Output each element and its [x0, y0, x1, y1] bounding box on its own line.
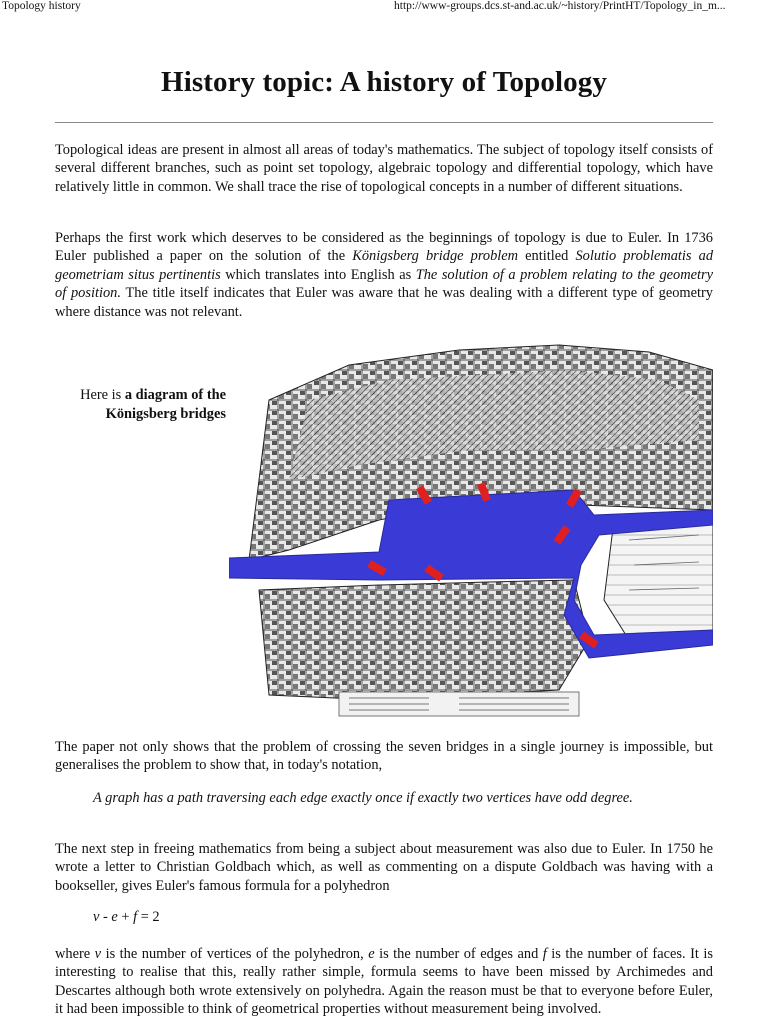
- figure-caption: Here is a diagram of the Königsberg bridges: [80, 387, 226, 422]
- page-title: History topic: A history of Topology: [161, 66, 607, 98]
- lomse-fields: [604, 515, 713, 640]
- map-legend: [339, 692, 579, 716]
- header-title: Topology history: [2, 0, 81, 12]
- english-title: The solution of a problem relating to the geometry of position.: [55, 266, 713, 302]
- euler-formula: v - e + f = 2: [93, 909, 160, 925]
- konigsberg-bridges-diagram: [229, 340, 713, 722]
- print-header: [0, 0, 768, 16]
- formula-explanation-paragraph: where v is the number of vertices of the polyhedron, e is the number of edges and f is the number of faces. It is interesting to realise that this, really rather simple, formula seems to have been missed by Archimedes and Descartes although both wrote extensively on polyhedra. Again the reason must be that to everyone before Euler, it had been impossible to think of geometrical properties without measurement being involved.: [55, 946, 713, 1018]
- konigsberg-term: Königsberg bridge problem: [352, 248, 519, 265]
- euler-paragraph: Perhaps the first work which deserves to be considered as the beginnings of topology is due to Euler. In 1736 Euler published a paper on the solution of the Königsberg bridge problem entitled Solutio problematis ad geometriam situs pertinentis which translates into English as The solution of a problem relating to the geometry of position. The title itself indicates that Euler was aware that he was dealing with a different type of geometry where distance was not relevant.: [55, 230, 714, 320]
- generalisation-paragraph: The paper not only shows that the problem of crossing the seven bridges in a single journey is impossible, but generalises the problem to show that, in today's notation,: [55, 739, 713, 774]
- latin-title: Solutio problematis ad geometriam situs pertinentis: [55, 248, 714, 283]
- intro-paragraph: Topological ideas are present in almost all areas of today's mathematics. The subject of topology itself consists of several different branches, such as point set topology, algebraic topology and differential topology, which have relatively little in common. We shall trace the rise of topological concepts in a number of different situations.: [55, 142, 713, 195]
- graph-theorem-quote: A graph has a path traversing each edge exactly once if exactly two vertices have odd degree.: [93, 790, 633, 806]
- diagram-link[interactable]: a diagram of the Königsberg bridges: [105, 387, 226, 422]
- title-divider: [55, 122, 713, 123]
- header-url[interactable]: http://www-groups.dcs.st-and.ac.uk/~history/PrintHT/Topology_in_m...: [394, 0, 726, 12]
- polyhedron-paragraph: The next step in freeing mathematics from being a subject about measurement was also due to Euler. In 1750 he wrote a letter to Christian Goldbach which, as well as commenting on a dispute Goldbach was having with a bookseller, gives Euler's famous formula for a polyhedron: [55, 841, 713, 894]
- city-south-bank: [259, 580, 589, 700]
